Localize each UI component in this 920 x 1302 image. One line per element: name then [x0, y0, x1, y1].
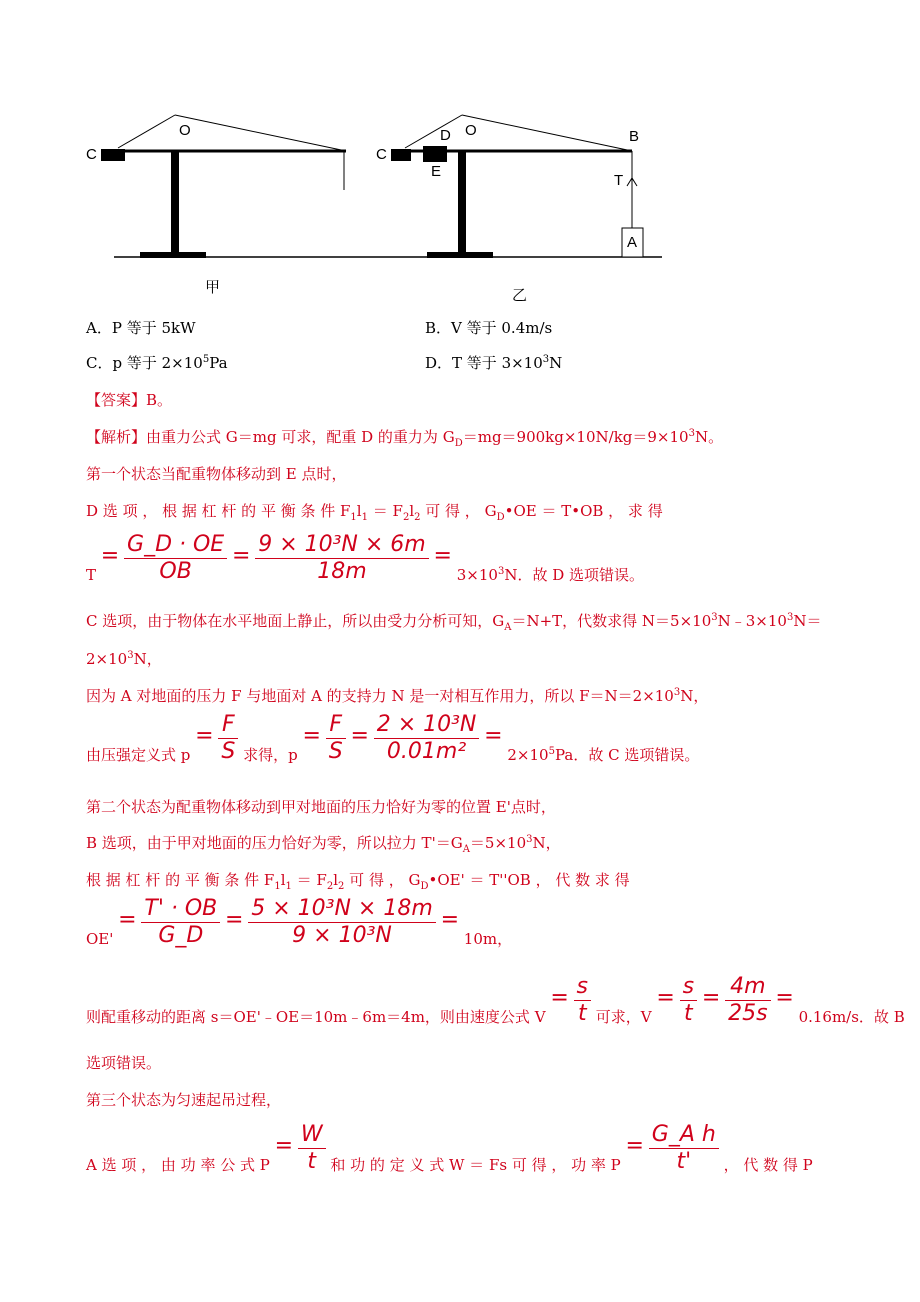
option-a: A．P 等于 5kW [86, 319, 196, 337]
analysis-line-8: 由压强定义式 p = $\frac{F}{S}$ 求得，p = $\frac{F}{S}$ = $\frac{\text{2 × 10³N}}{\text{0.01m²}}$ = $2\times 10^5Pa$．故 C 选项错误。 [86, 712, 700, 764]
analysis-line-12: OE' = $\frac{T' \cdot OB}{G\_D}$ = $\frac{\text{5 × 10³N × 18m}}{\text{9 × 10³N}}$ = 10m， [86, 896, 513, 948]
option-b: B．V 等于 0.4m/s [425, 319, 553, 337]
analysis-line-16: A 选 项 ， 由 功 率 公 式 P = $\frac{W}{t}$ 和 功 的 定 义 式 W ＝ Fs 可 得 ， 功 率 P = $\frac{\text{G\_A h}}{t'}$ ， 代 数 得 P [86, 1122, 813, 1174]
yi-tower [458, 150, 466, 254]
label-o-yi: O [465, 122, 477, 139]
analysis-line-5: C 选项，由于物体在水平地面上静止，所以由受力分析可知，$G_A=N+T$，代数求得 $N=5\times 10^3N﹣3\times 10^3N=$ [86, 612, 822, 633]
crane-yi [391, 115, 643, 258]
yi-cable-right [462, 115, 632, 151]
analysis-line-15: 第三个状态为匀速起吊过程， [86, 1091, 282, 1109]
analysis-line-7: 因为 A 对地面的压力 F 与地面对 A 的支持力 N 是一对相互作用力，所以 $F=N=2\times 10^3N$， [86, 687, 709, 705]
label-o-jia: O [179, 122, 191, 139]
yi-counterweight-d [423, 146, 447, 162]
analysis-line-10: B 选项，由于甲对地面的压力恰好为零，所以拉力 $T'=G_A=5\times 10^3N$， [86, 834, 561, 855]
label-c-yi: C [376, 146, 387, 163]
analysis-line-4: T = $\frac{G\_D \cdot OE}{OB}$ = $\frac{\text{9 × 10³N × 6m}}{18m}$ = $3\times 10^3N$．故 D 选项错误。 [86, 532, 645, 584]
yi-cable-left [405, 115, 462, 148]
label-e-yi: E [431, 163, 442, 180]
caption-yi: 乙 [512, 287, 528, 304]
option-c: C．p 等于 $2\times 10^5Pa$ [86, 354, 228, 372]
option-d: D．T 等于 $3\times 10^3N$ [425, 354, 563, 372]
jia-counterweight-c [101, 149, 125, 161]
analysis-line-9: 第二个状态为配重物体移动到甲对地面的压力恰好为零的位置 E'点时， [86, 798, 556, 816]
analysis-line-13: 则配重移动的距离 s＝OE'﹣OE＝10m﹣6m＝4m，则由速度公式 V = $\frac{s}{t}$ 可求，V = $\frac{s}{t}$ = $\frac{4m}{25s}$ = 0.16m/s．故 B [86, 974, 905, 1026]
answer: 【答案】B。 [86, 391, 173, 409]
crane-figure [0, 0, 920, 310]
yi-counterweight-c [391, 149, 411, 161]
analysis-line-2: 第一个状态当配重物体移动到 E 点时， [86, 465, 347, 483]
analysis-line-1: 【解析】由重力公式 G＝mg 可求，配重 D 的重力为 $G_D=mg=900kg\times 10N/kg=9\times 10^3N$。 [86, 428, 724, 449]
label-c-jia: C [86, 146, 97, 163]
analysis-line-11: 根 据 杠 杆 的 平 衡 条 件 $F_1l_1 = F_2l_2$ 可 得 ， $G_D•OE' = T''OB$ ， 代 数 求 得 [86, 871, 630, 892]
analysis-line-6: $2\times 10^3N$， [86, 650, 162, 668]
jia-cable-left [118, 115, 175, 148]
analysis-line-14: 选项错误。 [86, 1054, 162, 1072]
label-t-yi: T [614, 172, 624, 189]
label-b-yi: B [629, 128, 640, 145]
label-a-yi: A [627, 234, 638, 251]
analysis-line-3: D 选 项 ， 根 据 杠 杆 的 平 衡 条 件 $F_1l_1 = F_2l_2$ 可 得 ， $G_D•OE$ ＝ T•OB ， 求 得 [86, 502, 663, 523]
jia-cable-right [175, 115, 346, 151]
caption-jia: 甲 [205, 279, 221, 296]
label-d-yi: D [440, 127, 451, 144]
jia-tower [171, 150, 179, 254]
